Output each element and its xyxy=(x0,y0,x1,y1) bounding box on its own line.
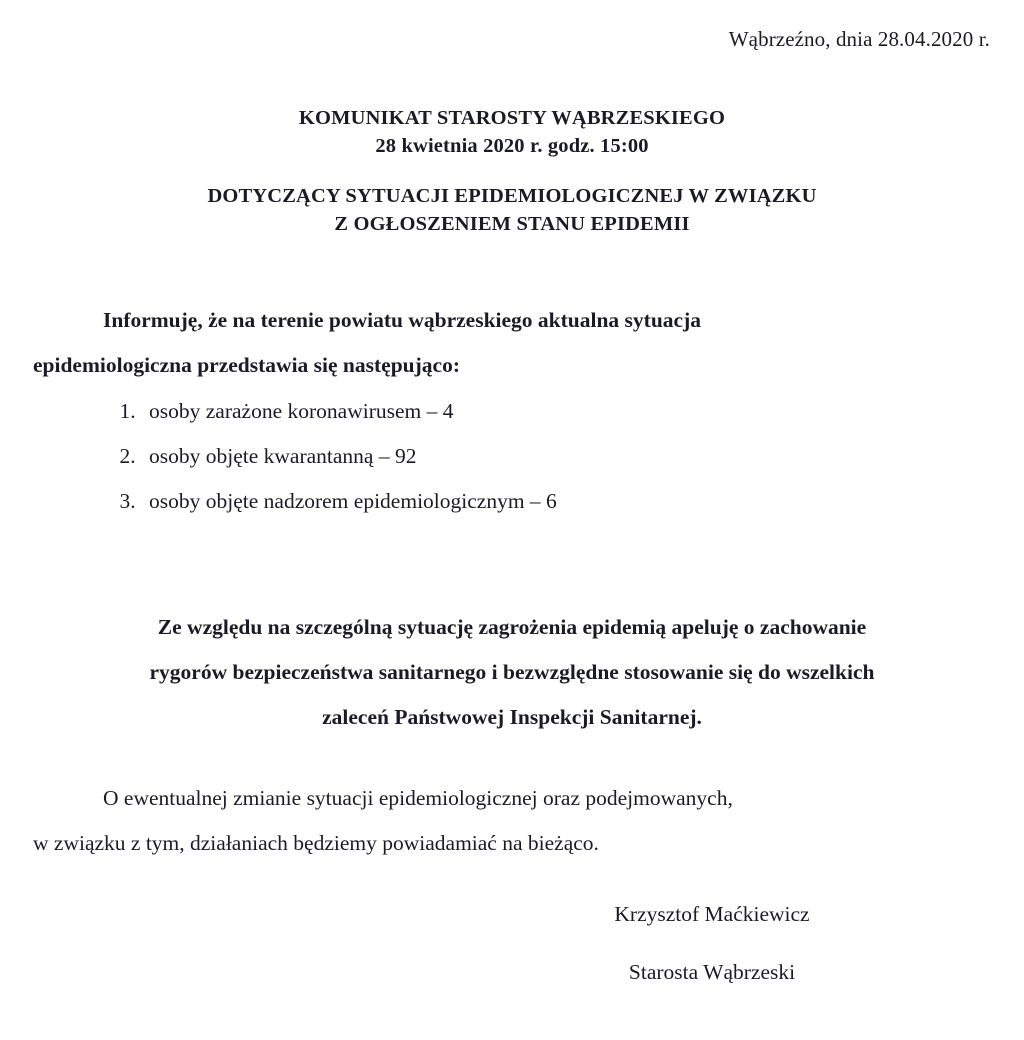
signatory-name: Krzysztof Maćkiewicz xyxy=(614,902,810,926)
intro-paragraph xyxy=(33,298,974,388)
list-item xyxy=(141,479,557,524)
closing-line-1: O ewentualnej zmianie sytuacji epidemiologicznej oraz podejmowanych, xyxy=(103,786,733,810)
closing-paragraph xyxy=(33,776,990,866)
title-line-4: Z OGŁOSZENIEM STANU EPIDEMII xyxy=(334,213,690,235)
title-line-3: DOTYCZĄCY SYTUACJI EPIDEMIOLOGICZNEJ W ZWIĄZKU xyxy=(207,185,817,207)
signature-block xyxy=(512,900,912,986)
appeal-paragraph xyxy=(37,605,987,740)
intro-line-1: Informuję, że na terenie powiatu wąbrzeskiego aktualna sytuacja xyxy=(103,308,701,332)
title-line-2: 28 kwietnia 2020 r. godz. 15:00 xyxy=(375,135,649,157)
intro-line-2: epidemiologiczna przedstawia się następująco: xyxy=(33,353,460,377)
closing-line-2: w związku z tym, działaniach będziemy powiadamiać na bieżąco. xyxy=(33,831,599,855)
title-group-secondary xyxy=(0,182,1024,238)
appeal-line-1: Ze względu na szczególną sytuację zagrożenia epidemią apeluję o zachowanie xyxy=(157,615,867,639)
list-item xyxy=(141,434,557,479)
date-line: Wąbrzeźno, dnia 28.04.2020 r. xyxy=(728,27,990,51)
appeal-line-2: rygorów bezpieczeństwa sanitarnego i bezwzględne stosowanie się do wszelkich xyxy=(149,660,875,684)
appeal-line-3: zaleceń Państwowej Inspekcji Sanitarnej. xyxy=(322,705,702,729)
statistics-list xyxy=(103,389,557,524)
stat-text-1: osoby zarażone koronawirusem – 4 xyxy=(149,399,454,423)
title-line-1: KOMUNIKAT STAROSTY WĄBRZESKIEGO xyxy=(298,107,726,129)
signatory-role: Starosta Wąbrzeski xyxy=(628,960,796,984)
title-group-primary xyxy=(0,104,1024,160)
document-title-block xyxy=(0,104,1024,238)
stat-text-2: osoby objęte kwarantanną – 92 xyxy=(149,444,417,468)
list-item xyxy=(141,389,557,434)
stat-text-3: osoby objęte nadzorem epidemiologicznym – 6 xyxy=(149,489,557,513)
